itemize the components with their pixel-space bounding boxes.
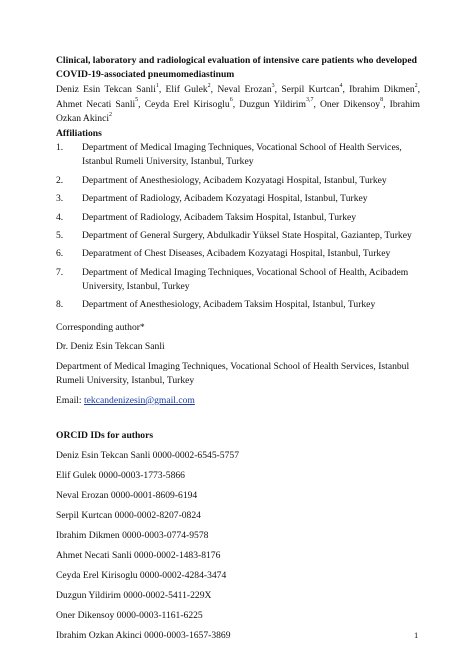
author-affiliation-marker: 6 [229, 97, 233, 104]
affiliation-item [56, 141, 420, 169]
affiliation-item [56, 192, 420, 206]
corresponding-name: Dr. Deniz Esin Tekcan Sanli [56, 341, 165, 353]
orcid-entry: Elif Gulek 0000-0003-1773-5866 [56, 470, 185, 482]
affiliation-text: Department of Radiology, Acibadem Kozyatagi Hospital, Istanbul, Turkey [82, 193, 368, 205]
affiliation-number: 4. [56, 211, 64, 223]
paper-title: Clinical, laboratory and radiological evaluation of intensive care patients who developed COVID-19-associated pneumomediastinum [56, 55, 417, 81]
author-affiliation-marker: 2 [109, 111, 113, 118]
author-name: Oner Dikensoy [320, 98, 381, 110]
author-name: Duzgun Yildirim [239, 98, 306, 110]
affiliation-number: 6. [56, 248, 64, 260]
author-affiliation-marker: 5 [135, 97, 139, 104]
orcid-heading: ORCID IDs for authors [56, 430, 154, 442]
email-link[interactable]: tekcandenizesin@gmail.com [83, 394, 195, 406]
orcid-entry: Ceyda Erel Kirisoglu 0000-0002-4284-3474 [56, 570, 227, 582]
author-affiliation-marker: 1 [155, 83, 159, 90]
affiliation-text: Department of Anesthesiology, Acibadem Kozyatagi Hospital, Istanbul, Turkey [82, 174, 387, 186]
orcid-entry: Serpil Kurtcan 0000-0002-8207-0824 [56, 510, 201, 522]
orcid-entry: Ibrahim Ozkan Akinci 0000-0003-1657-3869 [56, 630, 231, 642]
orcid-entry: Ahmet Necati Sanli 0000-0002-1483-8176 [56, 550, 221, 562]
author-name: Serpil Kurtcan [281, 84, 340, 96]
author-affiliation-marker: 8 [380, 97, 384, 104]
author-affiliation-marker: 3,7 [305, 97, 314, 104]
orcid-entry: Neval Erozan 0000-0001-8609-6194 [56, 490, 198, 502]
affiliation-number: 5. [56, 229, 64, 241]
author-name: Ceyda Erel Kirisoglu [144, 98, 230, 110]
affiliation-text: Department of Medical Imaging Techniques, Vocational School of Health Services, Istanbul Rumeli University, Istanbul, Turkey [82, 142, 402, 168]
affiliation-text: Department of Radiology, Acibadem Taksim Hospital, Istanbul, Turkey [82, 211, 357, 223]
affiliation-number: 7. [56, 266, 64, 278]
affiliation-item [56, 266, 420, 294]
author-affiliation-marker: 2 [414, 83, 418, 90]
affiliations-heading: Affiliations [56, 128, 102, 140]
corresponding-email-line [56, 394, 420, 408]
affiliations-list [56, 141, 420, 312]
author-name: Neval Erozan [217, 84, 272, 96]
orcid-entry: Deniz Esin Tekcan Sanli 0000-0002-6545-5757 [56, 450, 239, 462]
affiliation-number: 1. [56, 142, 64, 154]
affiliation-text: Department of General Surgery, Abdulkadir Yüksel State Hospital, Gaziantep, Turkey [82, 229, 412, 241]
author-name: Ibrahim Ozkan Akinci [56, 98, 421, 124]
author-affiliation-marker: 2 [207, 83, 211, 90]
affiliation-number: 3. [56, 193, 64, 205]
document-page [56, 54, 420, 649]
orcid-entry: Duzgun Yildirim 0000-0002-5411-229X [56, 590, 212, 602]
affiliation-text: Deparatment of Chest Diseases, Acibadem Kozyatagi Hospital, Istanbul, Turkey [82, 248, 391, 260]
author-affiliation-marker: 4 [339, 83, 343, 90]
affiliation-item [56, 174, 420, 188]
author-name: Elif Gulek [165, 84, 208, 96]
affiliation-number: 2. [56, 174, 64, 186]
affiliation-number: 8. [56, 299, 64, 311]
orcid-entry: Ibrahim Dikmen 0000-0003-0774-9578 [56, 530, 209, 542]
author-name: Ahmet Necati Sanli [56, 98, 136, 110]
affiliation-text: Department of Anesthesiology, Acibadem Taksim Hospital, Istanbul, Turkey [82, 299, 376, 311]
affiliation-text: Department of Medical Imaging Techniques, Vocational School of Health, Acibadem University, Istanbul, Turkey [82, 266, 409, 292]
author-name: Deniz Esin Tekcan Sanli [56, 84, 156, 96]
corresponding-label: Corresponding author* [56, 321, 145, 333]
email-label: Email: [56, 394, 84, 406]
page-number: 1 [414, 630, 419, 640]
affiliation-item [56, 247, 420, 261]
corresponding-author-block [56, 321, 420, 409]
corresponding-address: Department of Medical Imaging Techniques, Vocational School of Health Services, Istanbul Rumeli University, Istanbul, Turkey [56, 360, 410, 387]
affiliation-item [56, 229, 420, 243]
affiliation-item [56, 211, 420, 225]
author-list: Deniz Esin Tekcan Sanli$^1$, Elif Gulek$^2$, Neval Erozan$^3$, Serpil Kurtcan$^4$, Ibrahim Dikmen$^2$, Ahmet Necati Sanli$^5$, Ceyda Erel Kirisoglu$^6$, Duzgun Yildirim$^{3,7}$, Oner Dikensoy$^8$, Ibrahim Ozkan Akinci$^2$ [56, 83, 421, 124]
orcid-entry: Oner Dikensoy 0000-0003-1161-6225 [56, 610, 203, 622]
author-name: Ibrahim Dikmen [349, 84, 415, 96]
affiliation-item [56, 298, 420, 312]
orcid-list [56, 449, 420, 643]
author-affiliation-marker: 3 [271, 83, 275, 90]
